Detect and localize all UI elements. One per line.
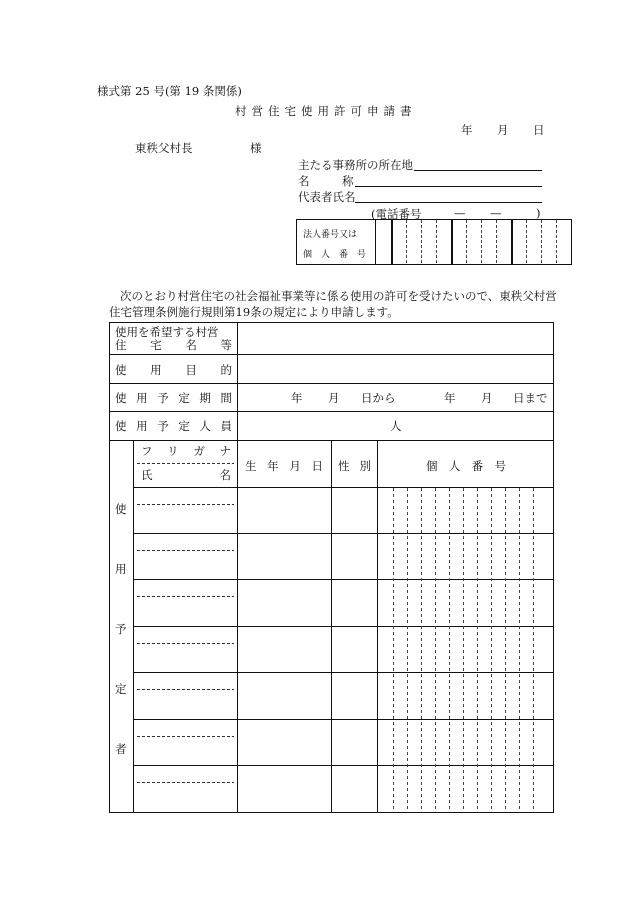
row2-label: 使 用 目 的: [115, 363, 232, 377]
side-label-2: 用: [115, 562, 127, 576]
statement-line1: 次のとおり村営住宅の社会福祉事業等に係る使用の許可を受けたいので、東秩父村営: [120, 289, 557, 303]
name-label-1: 名: [298, 174, 310, 188]
date-year: 年: [461, 123, 473, 137]
office-address-label: 主たる事務所の所在地: [298, 158, 413, 172]
row1-label-line2: 住 宅 名 等: [115, 338, 232, 352]
period-until: 日まで: [513, 391, 548, 405]
persons-unit: 人: [390, 419, 402, 433]
addressee-honorific: 様: [250, 141, 262, 155]
side-label-5: 者: [115, 742, 127, 756]
addressee-name: 東秩父村長: [135, 141, 193, 155]
period-month1: 月: [328, 391, 340, 405]
furigana-label: フ リ ガ ナ: [141, 444, 231, 458]
phone-label: (電話番号: [371, 207, 422, 221]
side-label-4: 定: [115, 682, 127, 696]
phone-dash-2: —: [490, 206, 502, 220]
id-label-line2: 個 人 番 号: [303, 250, 367, 260]
row1-label-line1: 使用を希望する村営: [115, 325, 219, 339]
date-day: 日: [533, 123, 545, 137]
persons-count-field[interactable]: [238, 412, 388, 440]
personal-number-col-label: 個 人 番 号: [426, 459, 506, 473]
housing-name-field[interactable]: [238, 323, 553, 354]
id-label-line1: 法人番号又は: [303, 230, 358, 240]
form-number: 様式第 25 号(第 19 条関係): [97, 84, 242, 98]
row4-label: 使 用 予 定 人 員: [115, 419, 232, 433]
form-title: 村営住宅使用許可申請書: [235, 104, 417, 118]
phone-dash-1: —: [454, 206, 466, 220]
dob-col-label: 生 年 月 日: [245, 459, 323, 473]
sex-col-label: 性 別: [338, 459, 371, 473]
side-label-1: 使: [115, 502, 127, 516]
name-label-2: 称: [342, 174, 354, 188]
date-month: 月: [497, 123, 509, 137]
name-col-label: 氏 名: [141, 468, 231, 482]
purpose-field[interactable]: [238, 355, 553, 383]
period-from: 日から: [361, 391, 396, 405]
period-month2: 月: [481, 391, 493, 405]
side-label-3: 予: [115, 622, 127, 636]
period-year1: 年: [291, 391, 303, 405]
phone-close: ): [536, 206, 541, 220]
period-year2: 年: [444, 391, 456, 405]
representative-label: 代表者氏名: [298, 190, 356, 204]
row3-label: 使 用 予 定 期 間: [115, 391, 232, 405]
statement-line2: 住宅管理条例施行規則第19条の規定により申請します。: [109, 305, 399, 319]
